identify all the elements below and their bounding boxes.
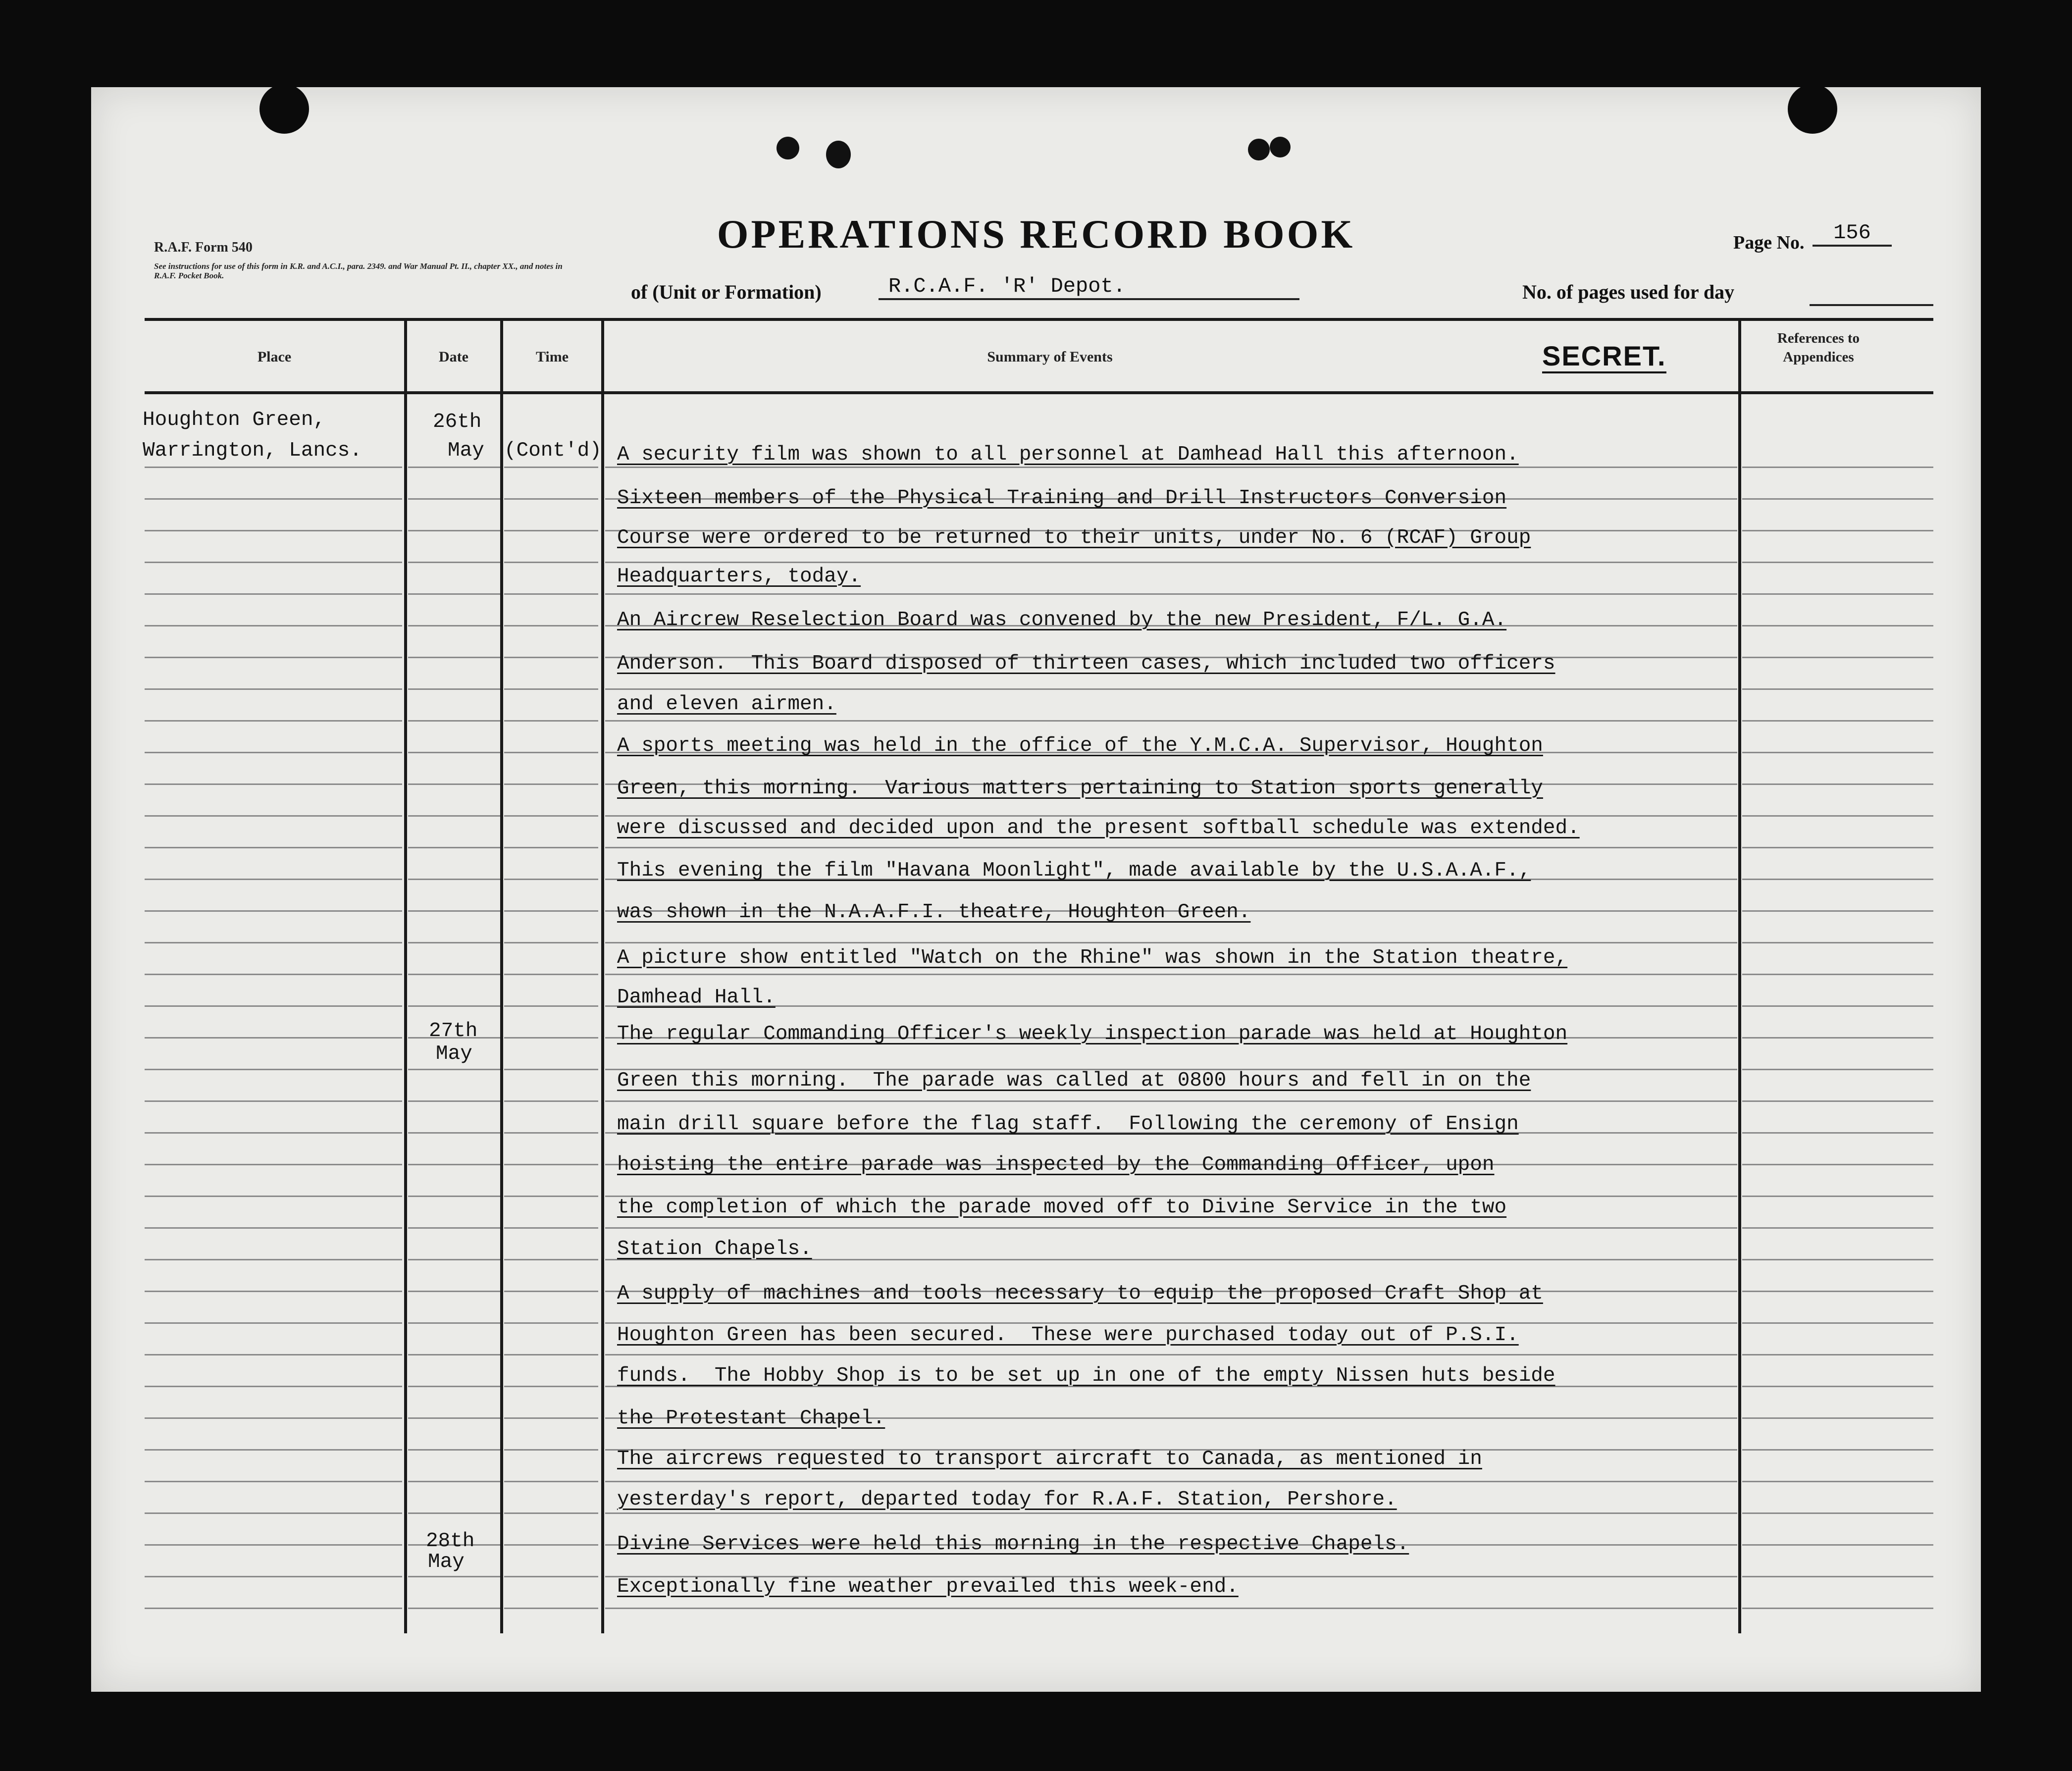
summary-line: Station Chapels. [617,1238,812,1260]
ruled-line [408,530,500,531]
ruled-line [408,688,500,690]
ruled-line [504,467,598,468]
ruled-line [1742,657,1933,658]
ruled-line [504,1354,598,1355]
ruled-line [408,657,500,658]
ruled-line [1742,720,1933,722]
ruled-line [605,593,1737,595]
summary-line: Anderson. This Board disposed of thirteen cases, which included two officers [617,652,1555,675]
ruled-line [408,847,500,848]
header-date: Date [439,349,468,365]
ruled-line [408,1291,500,1292]
summary-line: the Protestant Chapel. [617,1407,885,1430]
ruled-line [408,1481,500,1482]
ruled-line [145,1481,402,1482]
summary-line: A security film was shown to all personnel at Damhead Hall this afternoon. [617,443,1519,466]
summary-line: were discussed and decided upon and the present softball schedule was extended. [617,817,1580,839]
summary-line: was shown in the N.A.A.F.I. theatre, Houghton Green. [617,901,1251,924]
column-divider [601,318,604,1633]
ruled-line [145,1259,402,1260]
ruled-line [145,879,402,880]
ruled-line [145,1196,402,1197]
header-references: References to Appendices [1777,330,1860,365]
ruled-line [504,1196,598,1197]
date-month: May [448,439,484,462]
ruled-line [1742,1259,1933,1260]
ruled-line [1742,1544,1933,1546]
ruled-line [605,974,1737,975]
ruled-line [504,1449,598,1451]
ruled-line [408,1512,500,1514]
ruled-line [1742,1132,1933,1134]
ruled-line [1742,1227,1933,1229]
ruled-line [408,562,500,563]
ruled-line [1742,783,1933,785]
place-line-2: Warrington, Lancs. [143,439,362,462]
date-month: May [428,1551,465,1573]
ruled-line [504,815,598,817]
ruled-line [408,1417,500,1419]
ruled-line [504,593,598,595]
ruled-line [1742,1196,1933,1197]
ruled-line [408,910,500,912]
ruled-line [504,498,598,500]
ruled-line [408,1322,500,1324]
ruled-line [408,1449,500,1451]
ruled-line [145,1417,402,1419]
ruled-line [145,1037,402,1039]
pages-used-label: No. of pages used for day [1522,281,1735,303]
ruled-line [605,847,1737,848]
ruled-line [504,562,598,563]
column-divider [404,318,407,1633]
ruled-line [1742,1291,1933,1292]
ruled-line [1742,910,1933,912]
ruled-line [145,1005,402,1007]
events-table [91,87,1981,1692]
table-top-border [145,318,1933,321]
ruled-line [408,1608,500,1609]
ruled-line [145,1512,402,1514]
ruled-line [145,815,402,817]
ruled-line [145,625,402,626]
ruled-line [504,910,598,912]
ruled-line [1742,1608,1933,1609]
summary-line: Headquarters, today. [617,565,861,588]
ruled-line [1742,1354,1933,1355]
ruled-line [504,1164,598,1165]
ruled-line [1742,562,1933,563]
ruled-line [1742,498,1933,500]
ruled-line [1742,467,1933,468]
ruled-line [1742,1386,1933,1387]
ruled-line [145,1069,402,1070]
ruled-line [504,657,598,658]
ruled-line [145,467,402,468]
ruled-line [145,720,402,722]
summary-line: the completion of which the parade moved off to Divine Service in the two [617,1196,1507,1219]
ruled-line [408,1576,500,1577]
ruled-line [1742,530,1933,531]
time-cell: (Cont'd) [504,439,602,462]
ruled-line [504,720,598,722]
date-day: 26th [433,411,482,433]
ruled-line [1742,1576,1933,1577]
ruled-line [605,1608,1737,1609]
ruled-line [504,847,598,848]
summary-line: Divine Services were held this morning in the respective Chapels. [617,1533,1409,1556]
ruled-line [408,498,500,500]
ruled-line [408,1227,500,1229]
header-bottom-border [145,391,1933,394]
ruled-line [1742,1005,1933,1007]
ruled-line [145,783,402,785]
ruled-line [504,752,598,753]
ruled-line [1742,1037,1933,1039]
ruled-line [145,910,402,912]
ruled-line [504,1417,598,1419]
summary-line: Houghton Green has been secured. These were purchased today out of P.S.I. [617,1324,1519,1347]
ruled-line [145,1322,402,1324]
ruled-line [504,1544,598,1546]
ruled-line [145,1544,402,1546]
ruled-line [145,1132,402,1134]
ruled-line [605,720,1737,722]
summary-line: An Aircrew Reselection Board was convened by the new President, F/L. G.A. [617,609,1507,631]
ruled-line [504,1576,598,1577]
ruled-line [504,942,598,943]
ruled-line [504,1005,598,1007]
ruled-line [605,942,1737,943]
ruled-line [145,974,402,975]
ruled-line [408,625,500,626]
ruled-line [145,752,402,753]
ruled-line [408,974,500,975]
ruled-line [408,752,500,753]
unit-label: of (Unit or Formation) [631,281,822,303]
ruled-line [408,815,500,817]
summary-line: funds. The Hobby Shop is to be set up in one of the empty Nissen huts beside [617,1364,1555,1387]
ruled-line [408,1196,500,1197]
header-place: Place [257,349,292,365]
ruled-line [408,1005,500,1007]
ruled-line [504,1291,598,1292]
ruled-line [145,847,402,848]
ruled-line [1742,1481,1933,1482]
ruled-line [408,1164,500,1165]
form-id: R.A.F. Form 540 [154,240,253,255]
ruled-line [408,1100,500,1102]
summary-line: hoisting the entire parade was inspected by the Commanding Officer, upon [617,1153,1495,1176]
ruled-line [1742,1417,1933,1419]
ruled-line [1742,1100,1933,1102]
ruled-line [145,593,402,595]
date-day: 27th [429,1020,478,1042]
ruled-line [605,1481,1737,1482]
ruled-line [504,1259,598,1260]
ruled-line [145,1164,402,1165]
ruled-line [408,467,500,468]
ruled-line [504,879,598,880]
ruled-line [504,1481,598,1482]
ruled-line [504,1037,598,1039]
ruled-line [605,562,1737,563]
ruled-line [504,1386,598,1387]
ruled-line [145,498,402,500]
header-summary: Summary of Events [987,349,1113,365]
ruled-line [145,657,402,658]
ruled-line [504,1512,598,1514]
summary-line: The aircrews requested to transport aircraft to Canada, as mentioned in [617,1448,1482,1470]
ruled-line [408,1069,500,1070]
ruled-line [1742,1322,1933,1324]
ruled-line [605,1512,1737,1514]
page-no-value: 156 [1813,221,1892,247]
summary-line: A sports meeting was held in the office of the Y.M.C.A. Supervisor, Houghton [617,734,1543,757]
ruled-line [145,530,402,531]
ruled-line [1742,879,1933,880]
summary-line: Damhead Hall. [617,986,776,1009]
ruled-line [145,688,402,690]
secret-stamp: SECRET. [1542,341,1666,373]
summary-line: Green, this morning. Various matters pertaining to Station sports generally [617,777,1543,800]
ruled-line [1742,688,1933,690]
record-page [91,87,1981,1692]
form-instructions: See instructions for use of this form in K.R. and A.C.I., para. 2349. and War Manual Pt. II., chapter XX., and notes in R.A.F. Pocket Book. [154,261,563,280]
ruled-line [408,720,500,722]
date-day: 28th [426,1530,475,1553]
ruled-line [145,1100,402,1102]
ruled-line [504,974,598,975]
ruled-line [1742,1069,1933,1070]
summary-line: and eleven airmen. [617,693,836,716]
ruled-line [504,625,598,626]
ruled-line [504,1227,598,1229]
summary-line: Green this morning. The parade was called at 0800 hours and fell in on the [617,1069,1531,1092]
date-month: May [436,1042,472,1065]
summary-line: A supply of machines and tools necessary to equip the proposed Craft Shop at [617,1282,1543,1305]
ruled-line [504,530,598,531]
ruled-line [145,1576,402,1577]
page-no-label: Page No. [1733,232,1805,253]
ruled-line [1742,625,1933,626]
summary-line: yesterday's report, departed today for R.A.F. Station, Pershore. [617,1488,1397,1511]
page-title: OPERATIONS RECORD BOOK [717,211,1355,257]
ruled-line [408,1132,500,1134]
ruled-line [1742,1449,1933,1451]
ruled-line [1742,942,1933,943]
summary-line: Course were ordered to be returned to their units, under No. 6 (RCAF) Group [617,526,1531,549]
ruled-line [1742,752,1933,753]
ruled-line [408,783,500,785]
ruled-line [504,1322,598,1324]
ruled-line [145,1608,402,1609]
ruled-line [408,1259,500,1260]
place-line-1: Houghton Green, [143,409,326,431]
summary-line: The regular Commanding Officer's weekly inspection parade was held at Houghton [617,1023,1568,1045]
ruled-line [145,1449,402,1451]
ruled-line [605,467,1737,468]
ruled-line [408,1354,500,1355]
summary-line: A picture show entitled "Watch on the Rhine" was shown in the Station theatre, [617,946,1568,969]
ruled-line [1742,847,1933,848]
ruled-line [408,593,500,595]
ruled-line [605,1354,1737,1355]
ruled-line [504,688,598,690]
ruled-line [145,1291,402,1292]
summary-line: Exceptionally fine weather prevailed this week-end. [617,1575,1239,1598]
ruled-line [605,1100,1737,1102]
ruled-line [145,1227,402,1229]
ruled-line [145,1386,402,1387]
ruled-line [408,1386,500,1387]
ruled-line [1742,815,1933,817]
unit-value: R.C.A.F. 'R' Depot. [879,274,1299,300]
ruled-line [1742,1164,1933,1165]
ruled-line [605,1227,1737,1229]
ruled-line [1742,974,1933,975]
ruled-line [145,1354,402,1355]
column-divider [500,318,503,1633]
summary-line: Sixteen members of the Physical Training and Drill Instructors Conversion [617,487,1507,510]
ruled-line [504,783,598,785]
header-time: Time [535,349,569,365]
ruled-line [504,1132,598,1134]
ruled-line [1742,593,1933,595]
ruled-line [504,1100,598,1102]
column-divider [1738,318,1741,1633]
ruled-line [605,688,1737,690]
ruled-line [504,1069,598,1070]
ruled-line [504,1608,598,1609]
ruled-line [408,879,500,880]
ruled-line [145,942,402,943]
summary-line: This evening the film "Havana Moonlight", made available by the U.S.A.A.F., [617,859,1531,882]
ruled-line [408,942,500,943]
ruled-line [1742,1512,1933,1514]
ruled-line [145,562,402,563]
summary-line: main drill square before the flag staff. Following the ceremony of Ensign [617,1113,1519,1136]
